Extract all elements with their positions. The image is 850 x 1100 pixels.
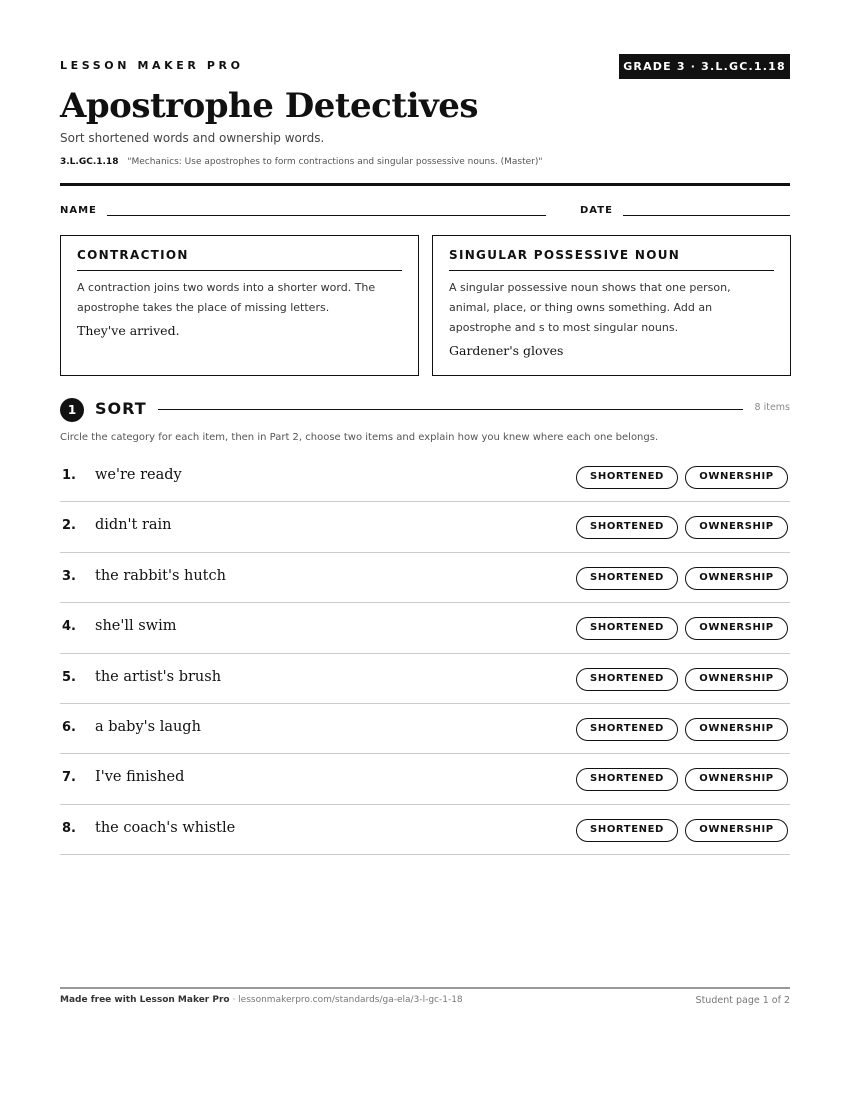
shortened-option[interactable]: SHORTENED xyxy=(576,819,678,842)
item-text: the coach's whistle xyxy=(95,819,236,836)
list-item xyxy=(60,704,790,754)
list-item xyxy=(60,654,790,704)
item-number: 1. xyxy=(62,468,76,483)
ownership-option[interactable]: OWNERSHIP xyxy=(685,617,788,640)
shortened-option[interactable]: SHORTENED xyxy=(576,668,678,691)
ownership-option[interactable]: OWNERSHIP xyxy=(685,668,788,691)
item-number: 7. xyxy=(62,770,76,786)
page-subtitle: Sort shortened words and ownership words. xyxy=(60,131,325,145)
definition-example: Gardener's gloves xyxy=(449,343,564,358)
list-item xyxy=(60,603,790,653)
page-title: Apostrophe Detectives xyxy=(60,86,479,126)
footer-page-number: Student page 1 of 2 xyxy=(695,995,790,1006)
item-text: we're ready xyxy=(95,467,182,483)
item-text: the rabbit's hutch xyxy=(95,567,226,584)
item-count: 8 items xyxy=(754,402,790,413)
name-line[interactable] xyxy=(107,215,546,216)
section-rule xyxy=(158,409,743,410)
list-item xyxy=(60,805,790,855)
shortened-option[interactable]: SHORTENED xyxy=(576,768,678,791)
date-line[interactable] xyxy=(623,215,790,216)
brand-name: LESSON MAKER PRO xyxy=(60,59,244,72)
ownership-option[interactable]: OWNERSHIP xyxy=(685,718,788,741)
shortened-option[interactable]: SHORTENED xyxy=(576,617,678,640)
footer-made-with: Made free with Lesson Maker Pro xyxy=(60,995,230,1005)
contraction-definition-box xyxy=(60,235,419,376)
ownership-option[interactable]: OWNERSHIP xyxy=(685,516,788,539)
item-number: 2. xyxy=(62,518,76,534)
list-item xyxy=(60,452,790,502)
definition-text: A contraction joins two words into a shorter word. The apostrophe takes the place of missing letters. xyxy=(77,281,376,314)
definition-example: They've arrived. xyxy=(77,323,180,338)
ownership-option[interactable]: OWNERSHIP xyxy=(685,567,788,590)
possessive-definition-box xyxy=(432,235,791,376)
shortened-option[interactable]: SHORTENED xyxy=(576,567,678,590)
item-number: 8. xyxy=(62,820,76,836)
definition-text: A singular possessive noun shows that one person, animal, place, or thing owns something. Add an apostrophe and s to most singular nouns. xyxy=(449,281,731,334)
footer-credit xyxy=(60,995,463,1005)
sort-items-list xyxy=(60,452,790,855)
header-rule xyxy=(60,183,790,186)
name-label: NAME xyxy=(60,205,97,216)
date-label: DATE xyxy=(580,205,613,216)
definition-heading: SINGULAR POSSESSIVE NOUN xyxy=(449,248,774,271)
item-number: 4. xyxy=(62,619,76,635)
list-item xyxy=(60,754,790,804)
standard-line xyxy=(60,157,543,167)
shortened-option[interactable]: SHORTENED xyxy=(576,718,678,741)
item-text: the artist's brush xyxy=(95,668,222,685)
standard-text: "Mechanics: Use apostrophes to form contractions and singular possessive nouns. (Master)" xyxy=(127,157,543,167)
list-item xyxy=(60,553,790,603)
list-item xyxy=(60,502,790,552)
item-text: didn't rain xyxy=(95,517,172,534)
item-number: 6. xyxy=(62,719,76,735)
ownership-option[interactable]: OWNERSHIP xyxy=(685,819,788,842)
instructions: Circle the category for each item, then in Part 2, choose two items and explain how you knew where each one belongs. xyxy=(60,432,659,443)
grade-badge: GRADE 3 · 3.L.GC.1.18 xyxy=(619,54,790,79)
item-text: a baby's laugh xyxy=(95,718,201,735)
section-number: 1 xyxy=(60,398,84,422)
footer-url[interactable]: · lessonmakerpro.com/standards/ga-ela/3-l-gc-1-18 xyxy=(229,995,463,1005)
ownership-option[interactable]: OWNERSHIP xyxy=(685,466,788,489)
item-number: 5. xyxy=(62,669,76,685)
item-text: I've finished xyxy=(95,769,185,786)
definition-heading: CONTRACTION xyxy=(77,248,402,271)
footer-rule xyxy=(60,987,790,989)
item-number: 3. xyxy=(62,568,76,584)
shortened-option[interactable]: SHORTENED xyxy=(576,516,678,539)
shortened-option[interactable]: SHORTENED xyxy=(576,466,678,489)
section-title: SORT xyxy=(95,399,147,418)
standard-code: 3.L.GC.1.18 xyxy=(60,157,119,167)
ownership-option[interactable]: OWNERSHIP xyxy=(685,768,788,791)
item-text: she'll swim xyxy=(95,618,177,635)
